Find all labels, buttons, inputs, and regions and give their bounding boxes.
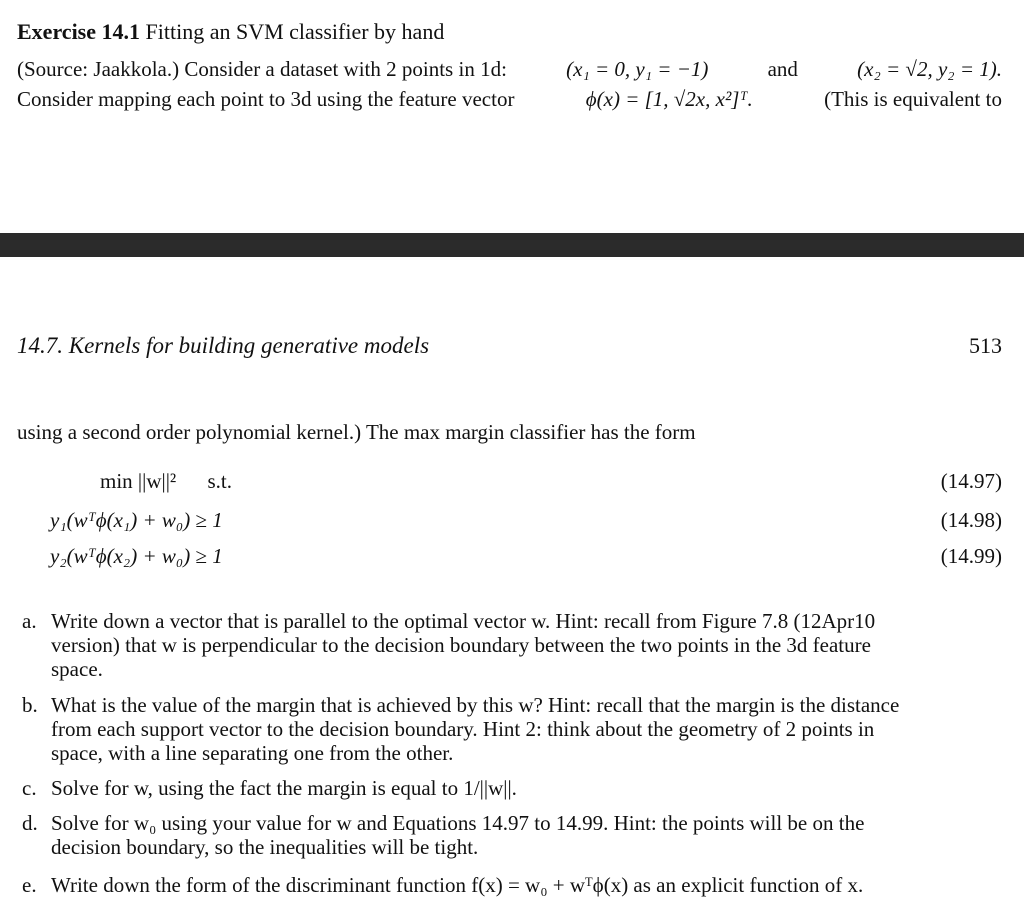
intro-2-text-a: Consider mapping each point to 3d using the feature vector xyxy=(17,87,515,111)
item-a-line-2: version) that w is perpendicular to the decision boundary between the two points in the 3d feature xyxy=(51,633,871,657)
equation-14-97 xyxy=(100,468,232,494)
exercise-title-text: Fitting an SVM classifier by hand xyxy=(140,19,445,44)
equation-14-97-lhs: min ||w||² xyxy=(100,469,177,493)
intro-1-math-point1: (x₁ = 0, y₁ = −1) xyxy=(566,57,709,81)
item-e-letter: e. xyxy=(22,873,37,897)
exercise-intro-line-2 xyxy=(17,86,1002,112)
page-number: 513 xyxy=(969,333,1002,358)
exercise-intro-line-1 xyxy=(17,56,1002,82)
equation-14-98: y₁(wᵀϕ(x₁) + w₀) ≥ 1 xyxy=(50,508,223,532)
item-b-text xyxy=(51,693,1002,765)
item-d-line-2: decision boundary, so the inequalities will be tight. xyxy=(51,835,479,859)
item-d-letter: d. xyxy=(22,811,38,835)
exercise-number: Exercise 14.1 xyxy=(17,19,141,44)
equation-14-97-cond: s.t. xyxy=(207,469,232,493)
item-b-line-2: from each support vector to the decision boundary. Hint 2: think about the geometry of 2 points in xyxy=(51,717,875,741)
intro-1-math-point2: (x₂ = √2, y₂ = 1). xyxy=(857,57,1002,81)
equation-14-97-number: (14.97) xyxy=(940,469,1002,493)
equation-14-99-number: (14.99) xyxy=(940,544,1002,568)
item-d-line-1: Solve for w₀ using your value for w and Equations 14.97 to 14.99. Hint: the points will be on the xyxy=(51,811,865,835)
item-d-text xyxy=(51,811,1002,859)
page-divider xyxy=(0,233,1024,257)
continuation-text: using a second order polynomial kernel.) The max margin classifier has the form xyxy=(17,420,696,444)
item-a-text xyxy=(51,609,1002,681)
equation-14-99: y₂(wᵀϕ(x₂) + w₀) ≥ 1 xyxy=(50,544,223,568)
item-c-text xyxy=(51,776,1002,800)
item-b-line-3: space, with a line separating one from the other. xyxy=(51,741,454,765)
intro-2-text-c: (This is equivalent to xyxy=(824,87,1002,111)
item-c-letter: c. xyxy=(22,776,37,800)
item-a-letter: a. xyxy=(22,609,37,633)
intro-1-text-and: and xyxy=(767,57,798,81)
item-e-line-1: Write down the form of the discriminant function f(x) = w₀ + wᵀϕ(x) as an explicit function of x. xyxy=(51,873,864,897)
exercise-title xyxy=(17,18,444,46)
intro-2-math-feature-map: ϕ(x) = [1, √2x, x²]ᵀ. xyxy=(585,87,753,111)
item-a-line-3: space. xyxy=(51,657,103,681)
item-c-line-1: Solve for w, using the fact the margin is equal to 1/||w||. xyxy=(51,776,517,800)
intro-1-text-a: (Source: Jaakkola.) Consider a dataset with 2 points in 1d: xyxy=(17,57,507,81)
item-b-letter: b. xyxy=(22,693,38,717)
item-a-line-1: Write down a vector that is parallel to the optimal vector w. Hint: recall from Figure 7.8 (12Apr10 xyxy=(51,609,876,633)
item-e-text xyxy=(51,873,1002,897)
item-b-line-1: What is the value of the margin that is achieved by this w? Hint: recall that the margin is the distance xyxy=(51,693,900,717)
running-header-title: 14.7. Kernels for building generative models xyxy=(17,333,430,358)
equation-14-98-number: (14.98) xyxy=(940,508,1002,532)
